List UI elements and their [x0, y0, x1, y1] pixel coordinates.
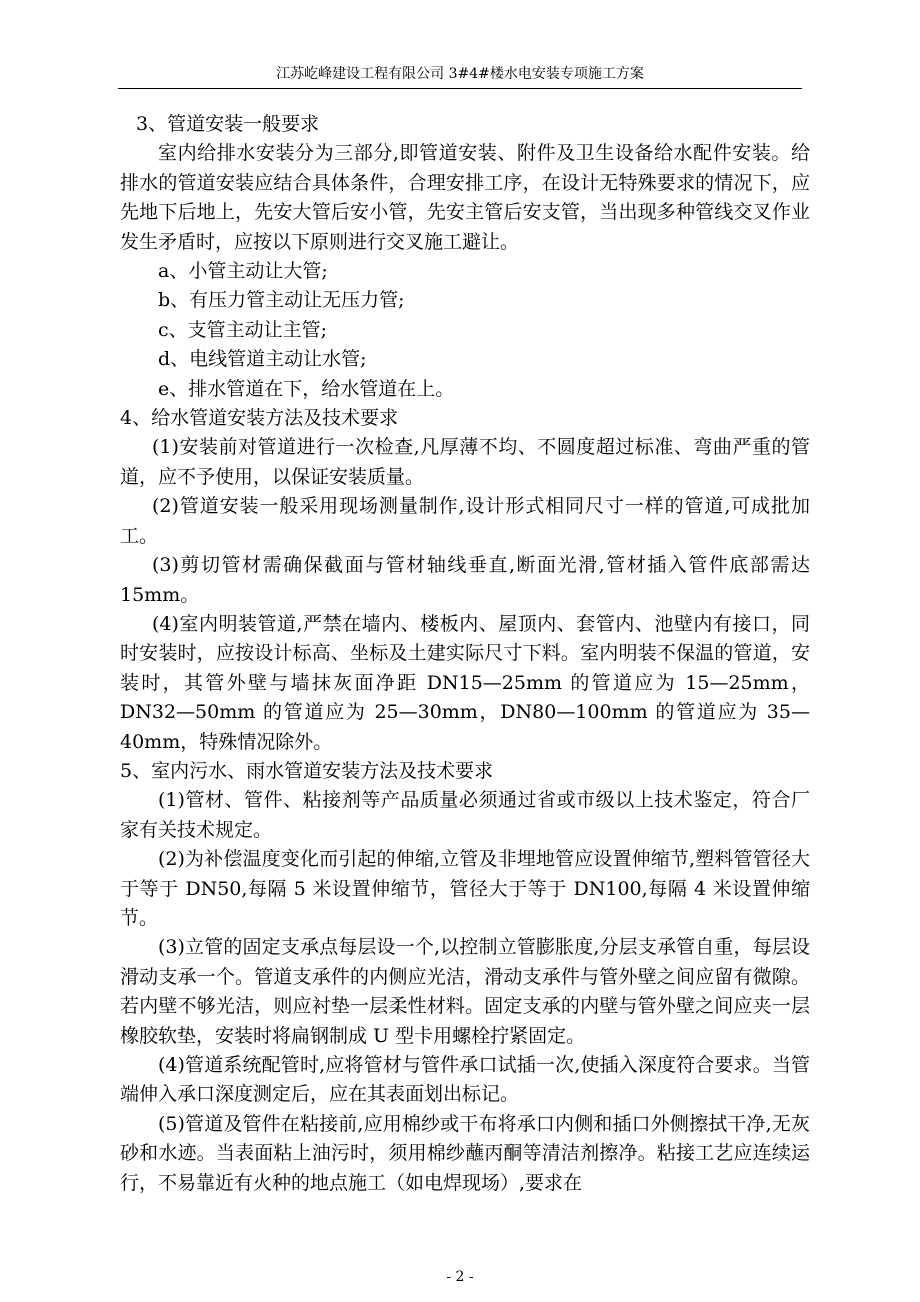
- section-5-item-5: (5)管道及管件在粘接前,应用棉纱或干布将承口内侧和插口外侧擦拭干净,无灰砂和水迹。当表面粘上油污时，须用棉纱蘸丙酮等清洁剂擦净。粘接工艺应连续运行，不易靠近有火种的地点施工（如电焊现场）,要求在: [120, 1112, 810, 1194]
- section-heading-5: 5、室内污水、雨水管道安装方法及技术要求: [120, 759, 494, 782]
- rule-item-a: a、小管主动让大管;: [158, 260, 328, 283]
- rule-item-b: b、有压力管主动让无压力管;: [158, 289, 405, 312]
- section-heading-3: 3、管道安装一般要求: [136, 113, 320, 135]
- section-5-item-3: (3)立管的固定支承点每层设一个,以控制立管膨胀度,分层支承管自重，每层设滑动支承一个。管道支承件的内侧应光洁，滑动支承件与管外壁之间应留有微隙。若内壁不够光洁，则应衬垫一层柔性材料。固定支承的内壁与管外壁之间应夹一层橡胶软垫，安装时将扁钢制成 U 型卡用螺栓拧紧固定。: [120, 936, 810, 1047]
- section-4-item-3: (3)剪切管材需确保截面与管材轴线垂直,断面光滑,管材插入管件底部需达 15mm。: [120, 554, 810, 606]
- section-4-item-2: (2)管道安装一般采用现场测量制作,设计形式相同尺寸一样的管道,可成批加工。: [120, 495, 810, 547]
- rule-item-d: d、电线管道主动让水管;: [158, 348, 367, 371]
- page-number: - 2 -: [446, 1269, 474, 1285]
- rule-item-e: e、排水管道在下，给水管道在上。: [158, 377, 455, 400]
- rule-item-c: c、支管主动让主管;: [158, 318, 328, 341]
- section-4-item-1: (1)安装前对管道进行一次检查,凡厚薄不均、不圆度超过标准、弯曲严重的管道，应不予使用，以保证安装质量。: [120, 436, 810, 488]
- page-header: 江苏屹峰建设工程有限公司 3#4#楼水电安装专项施工方案: [276, 66, 644, 82]
- section-4-item-4: (4)室内明装管道,严禁在墙内、楼板内、屋顶内、套管内、池壁内有接口，同时安装时，应按设计标高、坐标及土建实际尺寸下料。室内明装不保温的管道，安装时，其管外壁与墙抹灰面净距 DN15—25mm 的管道应为 15—25mm，DN32—50mm 的管道应为 25—30mm，DN80—100mm 的管道应为 35—40mm，特殊情况除外。: [120, 612, 810, 753]
- section-3-intro: 室内给排水安装分为三部分,即管道安装、附件及卫生设备给水配件安装。给排水的管道安装应结合具体条件，合理安排工序，在设计无特殊要求的情况下，应先地下后地上，先安大管后安小管，先安主管后安支管，当出现多种管线交叉作业发生矛盾时，应按以下原则进行交叉施工避让。: [120, 142, 810, 253]
- document-body: [120, 110, 810, 1198]
- header-divider: [118, 88, 802, 89]
- section-5-item-4: (4)管道系统配管时,应将管材与管件承口试插一次,使插入深度符合要求。当管端伸入承口深度测定后，应在其表面划出标记。: [120, 1054, 810, 1106]
- section-heading-4: 4、给水管道安装方法及技术要求: [120, 407, 399, 430]
- section-5-item-1: (1)管材、管件、粘接剂等产品质量必须通过省或市级以上技术鉴定，符合厂家有关技术规定。: [120, 789, 810, 841]
- section-5-item-2: (2)为补偿温度变化而引起的伸缩,立管及非埋地管应设置伸缩节,塑料管管径大于等于 DN50,每隔 5 米设置伸缩节，管径大于等于 DN100,每隔 4 米设置伸缩节。: [120, 848, 810, 929]
